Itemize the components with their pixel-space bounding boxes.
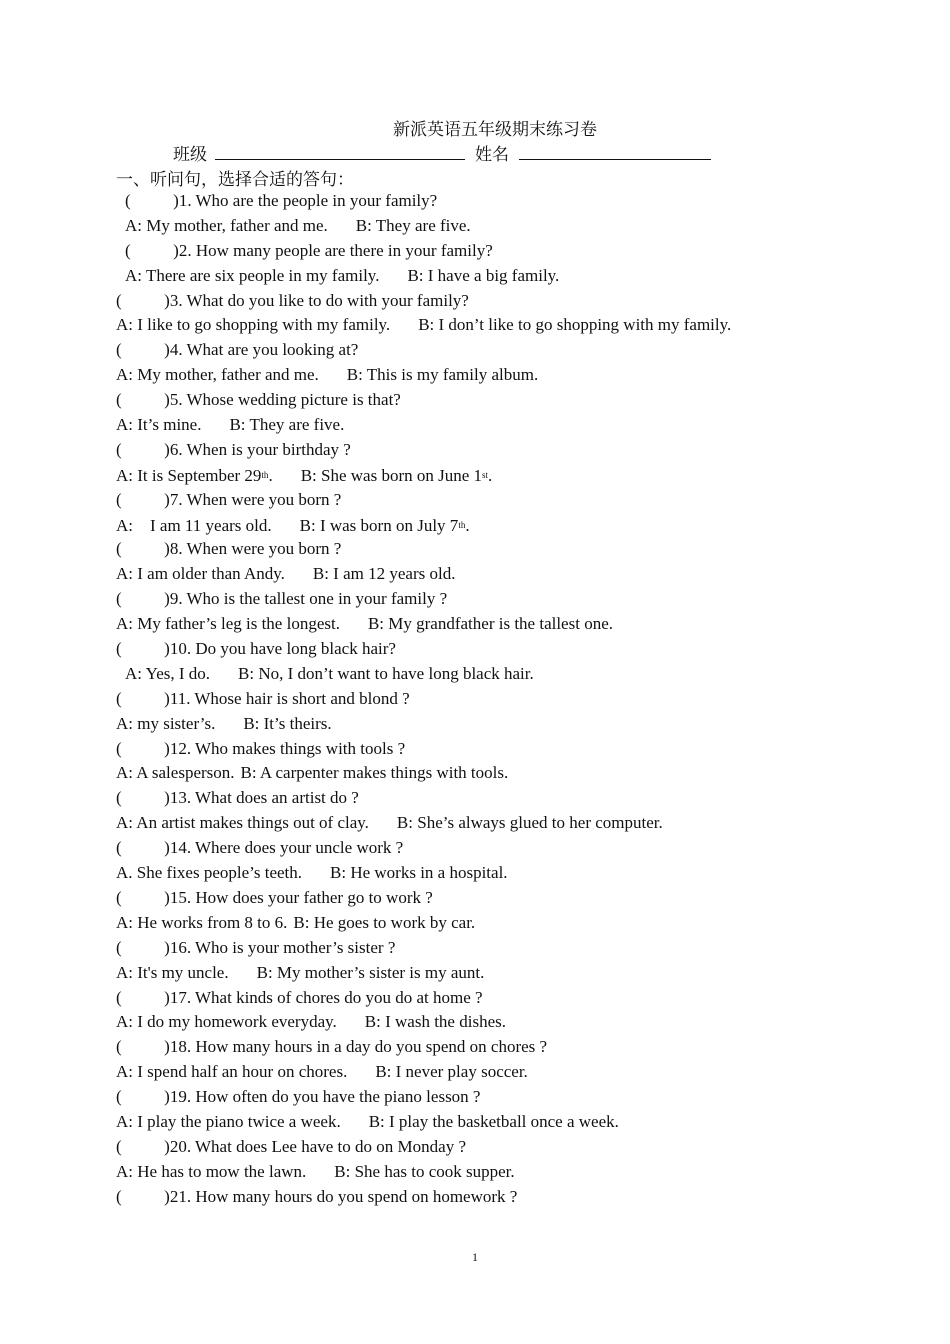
option-b [301,466,493,485]
option-a [116,315,390,334]
page-title: 新派英语五年级期末练习卷 [393,120,597,139]
answer-options-14 [116,861,836,886]
option-a [116,466,273,485]
answer-options-9 [116,612,836,637]
option-b-text: B: My mother’s sister is my aunt. [256,962,485,982]
question-17: ( )17. What kinds of chores do you do at home ? [116,987,483,1007]
option-b [368,614,613,633]
option-a-text: A: A salesperson. [116,763,235,783]
option-b-tail: . [488,465,493,485]
option-b [243,714,331,733]
option-a [116,1012,337,1031]
option-a-text: A: There are six people in my family. [125,265,380,285]
option-b [356,216,471,235]
question-16: ( )16. Who is your mother’s sister ? [116,937,396,957]
question-15: ( )15. How does your father go to work ? [116,887,433,907]
question-1: ( )1. Who are the people in your family? [125,191,438,210]
answer-options-11 [116,712,836,737]
option-a-text: A: I spend half an hour on chores. [116,1062,348,1082]
option-b-text: B: I play the basketball once a week. [368,1111,619,1131]
answer-options-19 [116,1110,836,1135]
option-b [229,415,344,434]
answer-options-3 [116,313,836,338]
section-heading: 一、听问句，选择合适的答句： [116,170,354,189]
option-a-text: A: It is September 29 [116,465,262,485]
option-a-text: A: It's my uncle. [116,962,229,982]
option-a [116,813,369,832]
question-8: ( )8. When were you born ? [116,539,342,559]
answer-options-20 [116,1160,836,1185]
option-a [116,763,235,782]
question-13: ( )13. What does an artist do ? [116,788,359,808]
option-b [313,564,456,583]
option-b-text: B: She’s always glued to her computer. [396,813,663,833]
option-a [116,714,215,733]
answer-options-16 [116,961,836,986]
option-a-text: A: My father’s leg is the longest. [116,614,340,634]
question-14: ( )14. Where does your uncle work ? [116,838,404,858]
student-info-row [173,140,711,165]
option-b-text: B: I was born on July 7 [299,515,459,535]
option-b-tail: . [465,515,470,535]
option-a [116,365,319,384]
answer-options-6 [116,463,836,488]
option-a [116,1162,306,1181]
option-b [293,913,475,932]
option-b-ordinal: th [458,519,466,530]
option-a-tail: . [268,465,273,485]
option-b-text: B: No, I don’t want to have long black hair. [238,663,534,683]
option-b-text: B: A carpenter makes things with tools. [240,763,509,783]
option-b [347,365,538,384]
question-3: ( )3. What do you like to do with your family? [116,290,469,310]
question-21: ( )21. How many hours do you spend on homework ? [116,1186,518,1206]
option-b-text: B: He goes to work by car. [293,912,476,932]
question-10: ( )10. Do you have long black hair? [116,639,396,659]
answer-options-7 [116,513,836,538]
option-a-text: A: It’s mine. [116,415,202,435]
answer-options-5 [116,413,836,438]
option-a-text: A: An artist makes things out of clay. [116,813,369,833]
answer-options-12 [116,761,836,786]
option-a [125,216,328,235]
option-b [330,863,508,882]
option-b-text: B: I am 12 years old. [312,564,456,584]
option-b-text: B: It’s theirs. [243,713,332,733]
option-a [116,963,229,982]
option-b-text: B: This is my family album. [346,365,539,385]
answer-options-2 [116,264,836,289]
option-a-text: A. She fixes people’s teeth. [116,863,303,883]
option-b-text: B: They are five. [355,215,471,235]
option-b [375,1062,527,1081]
option-b-text: B: My grandfather is the tallest one. [367,614,613,634]
option-a-text: A: My mother, father and me. [125,215,328,235]
option-b-text: B: She has to cook supper. [334,1161,515,1181]
name-label: 姓名 [475,145,509,164]
option-b-text: B: I don’t like to go shopping with my family. [418,315,732,335]
question-7: ( )7. When were you born ? [116,489,342,509]
option-b-text: B: She was born on June 1 [300,465,483,485]
option-b [418,315,731,334]
option-b-text: B: He works in a hospital. [330,863,508,883]
option-a [116,415,201,434]
option-a-text: A: I play the piano twice a week. [116,1111,341,1131]
option-a-text: A: My mother, father and me. [116,365,319,385]
option-b [369,1112,619,1131]
question-11: ( )11. Whose hair is short and blond ? [116,688,410,708]
option-a-text: A: my sister’s. [116,713,216,733]
option-a [116,564,285,583]
option-b [238,664,534,683]
option-b [300,516,470,535]
option-a-ordinal: th [261,469,269,480]
answer-options-4 [116,363,836,388]
option-b-text: B: They are five. [229,415,345,435]
question-2: ( )2. How many people are there in your family? [125,240,493,260]
question-20: ( )20. What does Lee have to do on Monday ? [116,1136,466,1156]
page-number: 1 [472,1250,478,1264]
option-a [125,664,210,683]
name-blank-field[interactable] [519,143,711,160]
question-19: ( )19. How often do you have the piano lesson ? [116,1087,481,1107]
answer-options-15 [116,911,836,936]
question-5: ( )5. Whose wedding picture is that? [116,390,401,410]
answer-options-10 [116,662,836,687]
question-4: ( )4. What are you looking at? [116,340,359,360]
option-a [116,516,272,535]
option-b [407,266,559,285]
option-a [116,614,340,633]
option-b-ordinal: st [482,469,489,480]
option-b-text: B: I have a big family. [407,265,560,285]
option-b [241,763,509,782]
option-b [397,813,663,832]
option-a-text: A: He has to mow the lawn. [116,1161,307,1181]
answer-options-17 [116,1010,836,1035]
class-label: 班级 [173,145,207,164]
option-b-text: B: I wash the dishes. [364,1012,506,1032]
answer-options-13 [116,811,836,836]
question-12: ( )12. Who makes things with tools ? [116,738,406,758]
question-6: ( )6. When is your birthday ? [116,439,351,459]
option-a-text: A: I am older than Andy. [116,564,285,584]
question-list [116,189,836,1210]
answer-options-18 [116,1060,836,1085]
option-b-text: B: I never play soccer. [375,1062,528,1082]
question-9: ( )9. Who is the tallest one in your family ? [116,589,448,609]
option-a-text: A: He works from 8 to 6. [116,912,288,932]
answer-options-8 [116,562,836,587]
option-a [116,1112,341,1131]
option-a-text: A: Yes, I do. [125,663,211,683]
option-a [116,1062,347,1081]
question-18: ( )18. How many hours in a day do you spend on chores ? [116,1037,548,1057]
class-blank-field[interactable] [215,143,465,160]
option-a-text: A: I like to go shopping with my family. [116,315,391,335]
option-a-text: A: I do my homework everyday. [116,1012,337,1032]
option-a [116,863,302,882]
answer-options-1 [116,214,836,239]
option-a [125,266,379,285]
option-b [257,963,485,982]
option-b [334,1162,514,1181]
option-a [116,913,287,932]
option-b [365,1012,506,1031]
option-a-text: A: I am 11 years old. [116,515,272,535]
